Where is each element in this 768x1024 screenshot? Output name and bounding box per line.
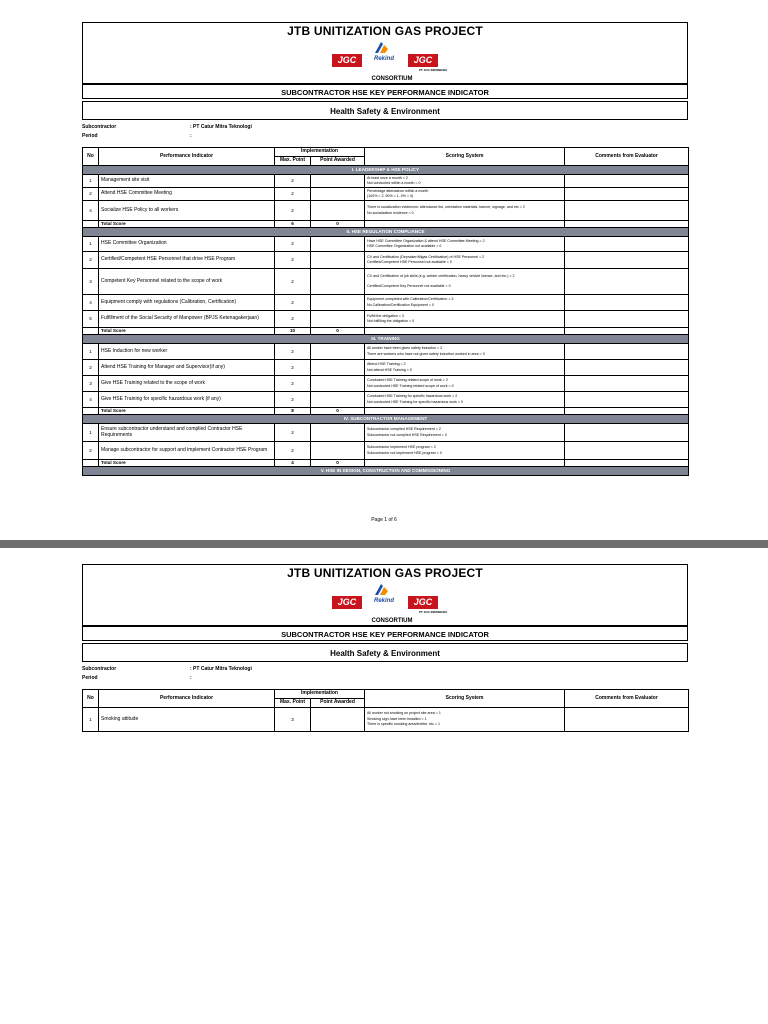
point-awarded-cell[interactable] xyxy=(311,442,365,460)
col-implementation: Implementation xyxy=(275,148,365,157)
point-awarded-cell[interactable] xyxy=(311,295,365,311)
total-row: Total Score 4 0 xyxy=(83,460,689,467)
doc-title: SUBCONTRACTOR HSE KEY PERFORMANCE INDICATOR xyxy=(82,626,688,641)
jgc-logo-right: JGC xyxy=(408,54,438,67)
table-row: 2 Manage subcontractor for support and implement Contractor HSE Program 2 Subcontractor implement HSE program = 2 Subcontractor not implement HSE program = 0 xyxy=(83,442,689,460)
table-row: 3 Give HSE Training related to the scope of work 2 Conducted HSE Training related scope of work = 2 Not conducted HSE Training related scope of work = 0 xyxy=(83,376,689,392)
period-label: Period xyxy=(82,133,98,139)
point-awarded-cell[interactable] xyxy=(311,201,365,221)
table-row: 3 Competent Key Personnel related to the scope of work 2 CV and Certification of job skills (e.g. welder certification, heavy vehicle license, and etc.) = 2 Certified/Competent Key Personnel not available = 0 xyxy=(83,269,689,295)
rekind-logo: Rekind xyxy=(373,56,394,62)
comment-cell[interactable] xyxy=(565,269,689,295)
subcontractor-label: Subcontractor xyxy=(82,666,117,672)
comment-cell[interactable] xyxy=(565,175,689,188)
project-header xyxy=(82,22,688,84)
col-implementation: Implementation xyxy=(275,690,365,699)
col-max-point: Max. Point xyxy=(275,699,311,708)
comment-cell[interactable] xyxy=(565,201,689,221)
period-label: Period xyxy=(82,675,98,681)
comment-cell[interactable] xyxy=(565,188,689,201)
section-header: II. HSE REGULATION COMPLIANCE xyxy=(83,228,689,237)
point-awarded-cell[interactable] xyxy=(311,708,365,732)
table-row: 1 Smoking attitude 3 All worker not smoking on project site area = 1 Smoking sign have been installed = 1 There is specific smoking area/shelter, etc = 1 xyxy=(83,708,689,732)
point-awarded-cell[interactable] xyxy=(311,424,365,442)
col-scoring: Scoring System xyxy=(365,148,565,166)
point-awarded-cell[interactable] xyxy=(311,392,365,408)
consortium-logo xyxy=(332,582,452,626)
page-2 xyxy=(0,548,768,1024)
doc-subtitle: Health Safety & Environment xyxy=(82,643,688,662)
jgc-logo-left: JGC xyxy=(332,54,362,67)
period-value: : xyxy=(190,133,192,139)
table-row: 5 Fulfillment of the Social Security of Manpower (BPJS Ketenagakerjaan) 2 Fulfill the obligation = 3 Not fulfilling the obligation = 0 xyxy=(83,311,689,328)
consortium-label: CONSORTIUM xyxy=(371,618,413,624)
point-awarded-cell[interactable] xyxy=(311,344,365,360)
consortium-logo xyxy=(332,40,452,84)
page-number: Page 1 of 6 xyxy=(371,517,397,523)
comment-cell[interactable] xyxy=(565,252,689,269)
project-title: JTB UNITIZATION GAS PROJECT xyxy=(287,566,483,580)
jgc-logo-right: JGC xyxy=(408,596,438,609)
total-row: Total Score 6 0 xyxy=(83,221,689,228)
section-header: V. HSE IN DESIGN, CONSTRUCTION AND COMMISSIONING xyxy=(83,467,689,476)
col-no: No xyxy=(83,148,99,166)
subcontractor-value: : PT Catur Mitra Teknologi xyxy=(190,666,252,672)
jgc-indonesia-caption: PT JGC INDONESIA xyxy=(419,68,448,72)
col-indicator: Performance Indicator xyxy=(99,690,275,708)
table-row: 4 Equipment comply with regulations (Calibration, Certification) 2 Equipment completed with Calibration/Certification = 3 No Calibration/Certification Equipment = 0 xyxy=(83,295,689,311)
table-row: 2 Attend HSE Committee Meeting 2 Percentage attendance within a month (100% = 2, 50% = 1, 0% = 0) xyxy=(83,188,689,201)
col-max-point: Max. Point xyxy=(275,157,311,166)
table-row: 2 Attend HSE Training for Manager and Supervisor(if any) 2 Attend HSE Training = 2 Not attend HSE Training = 0 xyxy=(83,360,689,376)
table-header-row xyxy=(83,690,689,699)
doc-subtitle: Health Safety & Environment xyxy=(82,101,688,120)
comment-cell[interactable] xyxy=(565,360,689,376)
comment-cell[interactable] xyxy=(565,311,689,328)
comment-cell[interactable] xyxy=(565,442,689,460)
section-header: III. TRAINING xyxy=(83,335,689,344)
col-scoring: Scoring System xyxy=(365,690,565,708)
table-row: 4 Socialize HSE Policy to all workers 2 There is socialization evidences: attendance list, orientation materials, banner, signage, and etc = 2 No socialization evidence = 0 xyxy=(83,201,689,221)
comment-cell[interactable] xyxy=(565,344,689,360)
comment-cell[interactable] xyxy=(565,392,689,408)
comment-cell[interactable] xyxy=(565,295,689,311)
project-header xyxy=(82,564,688,626)
period-value: : xyxy=(190,675,192,681)
col-point-awarded: Point Awarded xyxy=(311,157,365,166)
table-row: 2 Certified/Competent HSE Personnel that drive HSE Program 2 CV and Certification (Depnaker/Migas Certification) of HSE Personnel = 2 Certified/Competent HSE Personnel not available = 0 xyxy=(83,252,689,269)
rekind-icon xyxy=(373,582,389,596)
section-header: I. LEADERSHIP & HSE POLICY xyxy=(83,166,689,175)
comment-cell[interactable] xyxy=(565,237,689,252)
col-point-awarded: Point Awarded xyxy=(311,699,365,708)
point-awarded-cell[interactable] xyxy=(311,376,365,392)
subcontractor-label: Subcontractor xyxy=(82,124,117,130)
col-comments: Comments from Evaluator xyxy=(565,690,689,708)
point-awarded-cell[interactable] xyxy=(311,188,365,201)
subcontractor-value: : PT Catur Mitra Teknologi xyxy=(190,124,252,130)
table-row: 1 Management site visit 2 At least once a month = 2 Not conducted within a month = 0 xyxy=(83,175,689,188)
rekind-logo: Rekind xyxy=(373,598,394,604)
point-awarded-cell[interactable] xyxy=(311,269,365,295)
col-no: No xyxy=(83,690,99,708)
total-row: Total Score 10 0 xyxy=(83,328,689,335)
table-row: 1 HSE Induction for new worker 2 All worker have been given safety induction = 2 There are workers who have not given safety induction worked in area = 0 xyxy=(83,344,689,360)
doc-title: SUBCONTRACTOR HSE KEY PERFORMANCE INDICATOR xyxy=(82,84,688,99)
table-row: 1 Ensure subcontractor understand and complied Contractor HSE Requirements 2 Subcontractor complied HSE Requirement = 2 Subcontractor not complied HSE Requirement = 0 xyxy=(83,424,689,442)
total-row: Total Score 8 0 xyxy=(83,408,689,415)
consortium-label: CONSORTIUM xyxy=(371,76,413,82)
comment-cell[interactable] xyxy=(565,376,689,392)
project-title: JTB UNITIZATION GAS PROJECT xyxy=(287,24,483,38)
comment-cell[interactable] xyxy=(565,424,689,442)
table-row: 4 Give HSE Training for specific hazardous work (if any) 2 Conducted HSE Training for specific hazardous work = 2 Not conducted HSE Training for specific hazardous work = 0 xyxy=(83,392,689,408)
jgc-logo-left: JGC xyxy=(332,596,362,609)
table-row: 1 HSE Committee Organization 2 Have HSE Committee Organization & attend HSE Committee Meeting = 2 HSE Committee Organization not available = 0 xyxy=(83,237,689,252)
kpi-table xyxy=(82,689,689,732)
jgc-indonesia-caption: PT JGC INDONESIA xyxy=(419,610,448,614)
point-awarded-cell[interactable] xyxy=(311,252,365,269)
section-header: IV. SUBCONTRACTOR MANAGEMENT xyxy=(83,415,689,424)
point-awarded-cell[interactable] xyxy=(311,175,365,188)
col-comments: Comments from Evaluator xyxy=(565,148,689,166)
kpi-table xyxy=(82,147,689,476)
point-awarded-cell[interactable] xyxy=(311,360,365,376)
table-header-row xyxy=(83,148,689,157)
rekind-icon xyxy=(373,40,389,54)
point-awarded-cell[interactable] xyxy=(311,311,365,328)
col-indicator: Performance Indicator xyxy=(99,148,275,166)
comment-cell[interactable] xyxy=(565,708,689,732)
point-awarded-cell[interactable] xyxy=(311,237,365,252)
